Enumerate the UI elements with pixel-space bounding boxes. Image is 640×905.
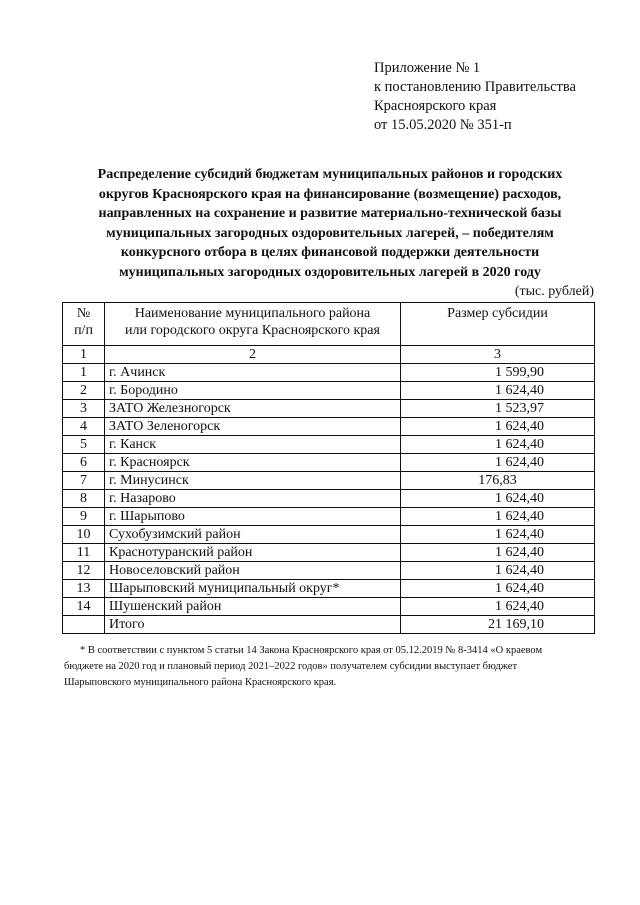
document-title: [60, 165, 600, 282]
row-number: 1: [63, 364, 105, 382]
table-row: [63, 400, 595, 418]
subsidy-amount: 1 624,40: [401, 418, 595, 436]
appendix-header: [374, 59, 576, 135]
table-row: [63, 364, 595, 382]
municipality-name: Шушенский район: [105, 598, 401, 616]
municipality-name: Сухобузимский район: [105, 526, 401, 544]
table-header-row: [63, 303, 595, 346]
subsidy-amount: 1 624,40: [401, 580, 595, 598]
subsidy-amount: 1 624,40: [401, 382, 595, 400]
table-row: [63, 508, 595, 526]
subsidy-amount: 1 624,40: [401, 490, 595, 508]
table-row: [63, 580, 595, 598]
column-index-row: [63, 346, 595, 364]
row-number: 12: [63, 562, 105, 580]
row-number: 7: [63, 472, 105, 490]
table-row: [63, 436, 595, 454]
municipality-name: г. Ачинск: [105, 364, 401, 382]
total-amount: 21 169,10: [401, 616, 595, 634]
municipality-name: г. Канск: [105, 436, 401, 454]
header-number-line2: п/п: [74, 323, 93, 338]
municipality-name: ЗАТО Железногорск: [105, 400, 401, 418]
municipality-name: ЗАТО Зеленогорск: [105, 418, 401, 436]
subsidy-amount: 1 624,40: [401, 598, 595, 616]
header-name-line1: Наименование муниципального района: [134, 306, 371, 321]
row-number: 3: [63, 400, 105, 418]
row-number: 13: [63, 580, 105, 598]
header-name: [105, 303, 401, 346]
appendix-line: Приложение № 1: [374, 60, 481, 76]
footnote-line: Шарыповского муниципального района Красноярского края.: [64, 677, 337, 688]
subsidy-table: [62, 302, 595, 634]
table-row: [63, 472, 595, 490]
row-number: 14: [63, 598, 105, 616]
column-index-2: 2: [105, 346, 401, 364]
footnote-line: * В соответствии с пунктом 5 статьи 14 Закона Красноярского края от 05.12.2019 № 8-3414 «О краевом: [80, 645, 543, 656]
units-label: (тыс. рублей): [514, 284, 594, 299]
header-amount: Размер субсидии: [401, 303, 595, 346]
municipality-name: г. Назарово: [105, 490, 401, 508]
title-line: конкурсного отбора в целях финансовой поддержки деятельности: [120, 245, 540, 260]
column-index-1: 1: [63, 346, 105, 364]
subsidy-amount: 1 624,40: [401, 562, 595, 580]
title-line: муниципальных загородных оздоровительных лагерей, – победителям: [106, 225, 554, 241]
municipality-name: Новоселовский район: [105, 562, 401, 580]
row-number: 8: [63, 490, 105, 508]
appendix-line: от 15.05.2020 № 351-п: [374, 117, 512, 133]
subsidy-amount: 1 599,90: [401, 364, 595, 382]
subsidy-amount: 1 624,40: [401, 454, 595, 472]
header-name-line2: или городского округа Красноярского края: [125, 323, 380, 338]
municipality-name: г. Минусинск: [105, 472, 401, 490]
row-number: 4: [63, 418, 105, 436]
table-row: [63, 544, 595, 562]
municipality-name: г. Бородино: [105, 382, 401, 400]
appendix-line: к постановлению Правительства: [374, 79, 576, 95]
subsidy-amount: 1 624,40: [401, 436, 595, 454]
municipality-name: Краснотуранский район: [105, 544, 401, 562]
row-number: 10: [63, 526, 105, 544]
header-number-line1: №: [76, 306, 91, 321]
title-line: округов Красноярского края на финансирование (возмещение) расходов,: [98, 186, 562, 202]
subsidy-amount: 1 624,40: [401, 544, 595, 562]
footnote-line: бюджете на 2020 год и плановый период 2021–2022 годов» получателем субсидии выступает бюджет: [64, 661, 518, 672]
municipality-name: г. Шарыпово: [105, 508, 401, 526]
row-number: 5: [63, 436, 105, 454]
row-number: 6: [63, 454, 105, 472]
subsidy-amount: 1 624,40: [401, 508, 595, 526]
row-number: 11: [63, 544, 105, 562]
municipality-name: Шарыповский муниципальный округ*: [105, 580, 401, 598]
total-row: [63, 616, 595, 634]
municipality-name: г. Красноярск: [105, 454, 401, 472]
total-label: Итого: [105, 616, 401, 634]
table-row: [63, 562, 595, 580]
row-number: 9: [63, 508, 105, 526]
table-row: [63, 418, 595, 436]
total-number-cell: [63, 616, 105, 634]
table-row: [63, 454, 595, 472]
subsidy-amount: 1 523,97: [401, 400, 595, 418]
column-index-3: 3: [401, 346, 595, 364]
title-line: муниципальных загородных оздоровительных лагерей в 2020 году: [119, 264, 541, 280]
table-row: [63, 598, 595, 616]
subsidy-amount: 176,83: [401, 472, 595, 490]
title-line: направленных на сохранение и развитие материально-технической базы: [98, 206, 562, 221]
table-row: [63, 526, 595, 544]
table-row: [63, 382, 595, 400]
footnote: [64, 643, 596, 691]
header-number: [63, 303, 105, 346]
title-line: Распределение субсидий бюджетам муниципальных районов и городских: [97, 167, 563, 182]
appendix-line: Красноярского края: [374, 98, 497, 114]
table-row: [63, 490, 595, 508]
subsidy-amount: 1 624,40: [401, 526, 595, 544]
row-number: 2: [63, 382, 105, 400]
